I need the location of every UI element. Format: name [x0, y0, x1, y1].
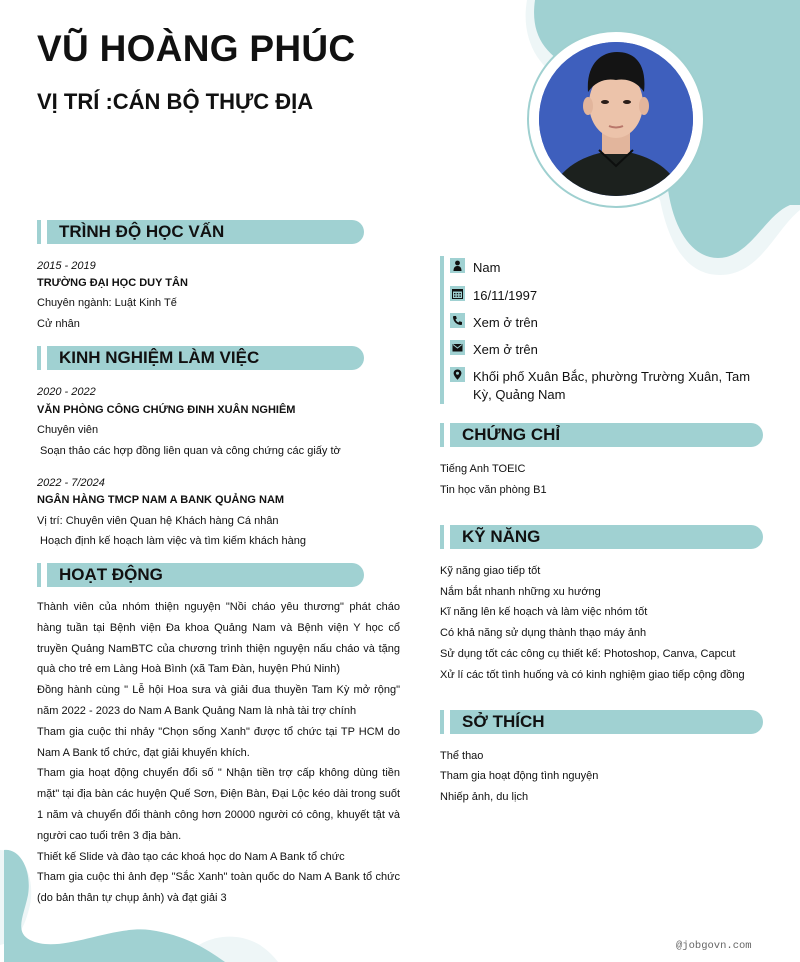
activity-item: Đồng hành cùng " Lễ hội Hoa sưa và giải đua thuyền Tam Kỳ mở rộng" năm 2022 - 2023 do Nam A Bank Quảng Nam là nhà tài trợ chính	[37, 684, 400, 717]
section-experience-header	[37, 346, 364, 370]
experience-period: 2022 - 7/2024	[37, 477, 105, 489]
hobby-item: Thể thao	[440, 750, 484, 762]
experience-role: Chuyên viên	[37, 424, 99, 436]
contact-text: Khối phố Xuân Bắc, phường Trường Xuân, Tam Kỳ, Quảng Nam	[473, 369, 751, 402]
certificate-item: Tin học văn phòng B1	[440, 484, 547, 496]
contact-text: Xem ở trên	[473, 315, 538, 330]
calendar-icon	[450, 286, 465, 301]
contact-accent-bar	[440, 256, 444, 404]
job-position: VỊ TRÍ :CÁN BỘ THỰC ĐỊA	[37, 89, 314, 114]
person-icon	[450, 258, 465, 273]
section-activities-title: HOẠT ĐỘNG	[59, 565, 163, 584]
contact-text: Nam	[473, 260, 501, 275]
skill-item: Kĩ năng lên kế hoạch và làm việc nhóm tốt	[440, 606, 648, 618]
section-experience-title: KINH NGHIỆM LÀM VIỆC	[59, 348, 260, 367]
experience-description: Soạn thảo các hợp đồng liên quan và công chứng các giấy tờ	[37, 445, 341, 457]
section-hobbies-header	[440, 710, 763, 734]
section-activities-header	[37, 563, 364, 587]
education-school: TRƯỜNG ĐẠI HỌC DUY TÂN	[37, 277, 188, 289]
skill-item: Xử lí các tốt tình huống và có kinh nghiệm giao tiếp cộng đồng	[440, 669, 745, 681]
candidate-name: VŨ HOÀNG PHÚC	[37, 28, 356, 69]
experience-period: 2020 - 2022	[37, 386, 96, 398]
activity-item: Tham gia cuộc thi nhảy "Chọn sống Xanh" được tổ chức tại TP HCM do Nam A Bank tổ chức, đạt giải khuyến khích.	[37, 725, 400, 759]
person-portrait-icon	[539, 42, 693, 196]
section-education-title: TRÌNH ĐỘ HỌC VẤN	[59, 222, 225, 241]
hobby-item: Tham gia hoạt động tình nguyện	[440, 770, 599, 782]
section-skills-header	[440, 525, 763, 549]
experience-company: VĂN PHÒNG CÔNG CHỨNG ĐINH XUÂN NGHIÊM	[37, 404, 296, 416]
profile-photo-frame	[527, 30, 705, 208]
email-icon	[450, 340, 465, 355]
section-certificates-title: CHỨNG CHỈ	[462, 425, 561, 444]
skill-item: Sử dụng tốt các công cụ thiết kế: Photoshop, Canva, Capcut	[440, 648, 736, 660]
hobby-item: Nhiếp ảnh, du lịch	[440, 791, 529, 803]
section-accent-bar	[440, 525, 444, 549]
watermark: @jobgovn.com	[676, 940, 752, 952]
section-accent-bar	[37, 563, 41, 587]
location-pin-icon	[450, 367, 465, 382]
education-degree: Cử nhân	[37, 318, 80, 330]
skill-item: Nắm bắt nhanh những xu hướng	[440, 586, 601, 598]
section-accent-bar	[37, 346, 41, 370]
experience-role: Vị trí: Chuyên viên Quan hệ Khách hàng Cá nhân	[37, 515, 279, 527]
section-accent-bar	[440, 423, 444, 447]
education-period: 2015 - 2019	[37, 260, 96, 272]
activities-list	[37, 597, 400, 909]
section-skills-title: KỸ NĂNG	[462, 527, 541, 546]
profile-photo	[539, 42, 693, 196]
activity-item: Tham gia cuộc thi ảnh đẹp "Sắc Xanh" toàn quốc do Nam A Bank tổ chức (do bản thân tự chụp ảnh) và đạt giải 3	[37, 871, 400, 905]
contact-info	[440, 256, 780, 404]
contact-text: 16/11/1997	[473, 288, 538, 303]
activity-item: Thành viên của nhóm thiện nguyện "Nồi cháo yêu thương" phát cháo hàng tuần tại Bệnh viện Đa khoa Quảng Nam và Bệnh viện Y học cổ truyền Quảng NamBTC của chương trình thiện nguyện nấu cháo và tặng quà cho trẻ em Làng Hoà Bình (xã Tam Đàn, huyện Phú Ninh)	[37, 601, 400, 676]
section-accent-bar	[440, 710, 444, 734]
section-education-header	[37, 220, 364, 244]
section-certificates-header	[440, 423, 763, 447]
section-accent-bar	[37, 220, 41, 244]
section-hobbies-title: SỞ THÍCH	[462, 712, 545, 731]
phone-icon	[450, 313, 465, 328]
education-major: Chuyên ngành: Luật Kinh Tế	[37, 297, 177, 309]
skill-item: Kỹ năng giao tiếp tốt	[440, 565, 541, 577]
activity-item: Tham gia hoạt động chuyển đổi số " Nhận tiền trợ cấp không dùng tiền mặt" tại địa bàn các huyện Quế Sơn, Điện Bàn, Đại Lộc kéo dài trong suốt 1 năm và chuyển đổi thành công hơn 20000 người có công, khuyết tật và người cao tuổi trên 3 địa bàn.	[37, 767, 400, 842]
contact-text: Xem ở trên	[473, 342, 538, 357]
experience-description: Hoạch định kế hoạch làm việc và tìm kiếm khách hàng	[37, 535, 307, 547]
activity-item: Thiết kế Slide và đào tạo các khoá học do Nam A Bank tổ chức	[37, 850, 345, 863]
skill-item: Có khả năng sử dụng thành thạo máy ảnh	[440, 627, 647, 639]
experience-company: NGÂN HÀNG TMCP NAM A BANK QUẢNG NAM	[37, 494, 285, 506]
certificate-item: Tiếng Anh TOEIC	[440, 463, 526, 475]
